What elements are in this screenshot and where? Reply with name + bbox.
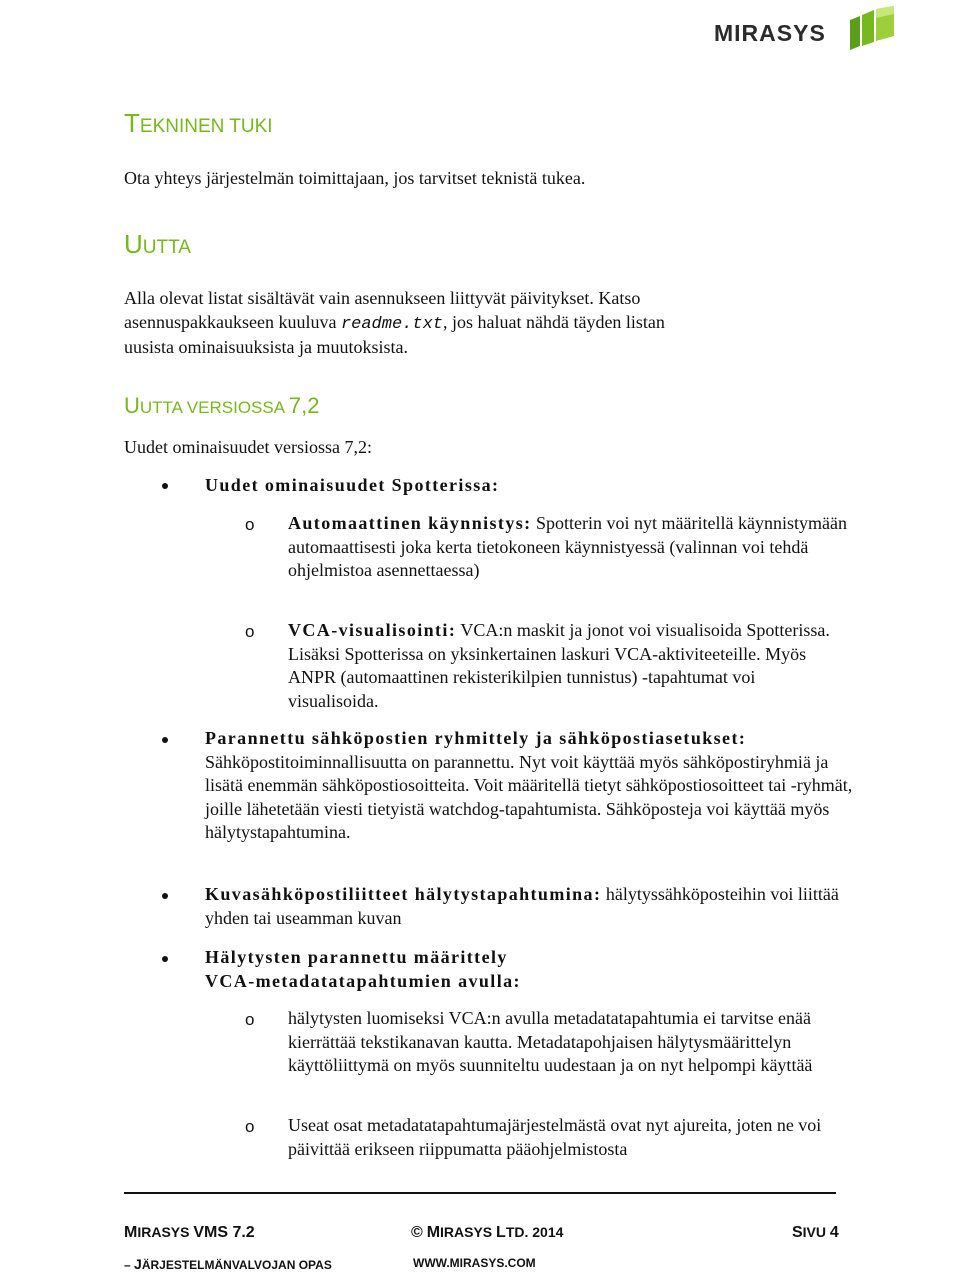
footer-page-number: SIVU 4 <box>792 1224 839 1241</box>
footer-website-link[interactable]: WWW.MIRASYS.COM <box>413 1256 536 1270</box>
readme-filename: readme.txt <box>340 314 443 334</box>
subitem-metadata-drivers: Useat osat metadatatapahtumajärjestelmästä ovat nyt ajureita, joten ne voi päivittää erikseen riippumatta pääohjelmistosta <box>288 1115 822 1159</box>
footer-product: MIRASYS VMS 7.2 <box>124 1224 255 1241</box>
heading-new: UUTTA <box>124 229 191 259</box>
footer-guide-title: – JÄRJESTELMÄNVALVOJAN OPAS <box>124 1256 332 1272</box>
bullet-marker <box>162 893 168 899</box>
sub-bullet-marker: o <box>245 622 255 641</box>
subitem-vca-visualization: VCA-visualisointi: VCA:n maskit ja jonot voi visualisoida Spotterissa. Lisäksi Spotterissa on yksinkertainen laskuri VCA-aktiviteeteille. Myös ANPR (automaattinen rekisterikilpien tunnistus) -tapahtumat voi visualisoida. <box>288 620 830 711</box>
version-intro: Uudet ominaisuudet versiossa 7,2: <box>124 437 372 457</box>
sub-bullet-marker: o <box>245 515 255 534</box>
subitem-autostart: Automaattinen käynnistys: Spotterin voi nyt määritellä käynnistymään automaattisesti joka kerta tietokoneen käynnistyessä (valinnan voi tehdä ohjelmistoa asennettaessa) <box>288 513 847 580</box>
mirasys-logo <box>714 4 896 52</box>
bullet-email-grouping: Parannettu sähköpostien ryhmittely ja sähköpostiasetukset: Sähköpostitoiminnallisuutta on parannettu. Nyt voit käyttää myös sähköpostiryhmiä ja lisätä enemmän sähköpostiosoitteita. Voit määritellä tietyt sähköpostiosoitteet tai -ryhmät, joille lähetetään viesti tietyistä watchdog-tapahtumista. Sähköposteja voi käyttää myös hälytystapahtumina. <box>205 728 853 842</box>
bullet-spotter-features: Uudet ominaisuudet Spotterissa: <box>205 475 500 495</box>
sub-bullet-marker: o <box>245 1010 255 1029</box>
support-text: Ota yhteys järjestelmän toimittajaan, jos tarvitset teknistä tukea. <box>124 168 586 188</box>
footer-divider <box>124 1192 836 1194</box>
bullet-marker <box>162 483 168 489</box>
bullet-marker <box>162 956 168 962</box>
footer-copyright: © MIRASYS LTD. 2014 <box>411 1224 564 1241</box>
heading-technical-support: TEKNINEN TUKI <box>124 108 273 138</box>
sub-bullet-marker: o <box>245 1117 255 1136</box>
subitem-metadata-alarms: hälytysten luomiseksi VCA:n avulla metadatatapahtumia ei tarvitse enää kierrättää tekstikanavan kautta. Metadatapohjaisen hälytysmäärittelyn käyttöliittymä on myös suunniteltu uudestaan ja on nyt helpompi käyttää <box>288 1008 813 1075</box>
new-text: Alla olevat listat sisältävät vain asennukseen liittyvät päivitykset. Katso asennuspakkaukseen kuuluva readme.txt, jos haluat nähdä täyden listan uusista ominaisuuksista ja muutoksista. <box>124 288 665 357</box>
bullet-vca-metadata-alarms: Hälytysten parannettu määrittely VCA-metadatatapahtumien avulla: <box>205 947 521 991</box>
logo-text: MIRASYS <box>714 20 826 46</box>
green-panels-icon <box>848 6 896 52</box>
heading-new-in-version: UUTTA VERSIOSSA 7,2 <box>124 393 320 418</box>
bullet-marker <box>162 737 168 743</box>
bullet-image-attachments: Kuvasähköpostiliitteet hälytystapahtumina: hälytyssähköposteihin voi liittää yhden tai useamman kuvan <box>205 884 839 928</box>
